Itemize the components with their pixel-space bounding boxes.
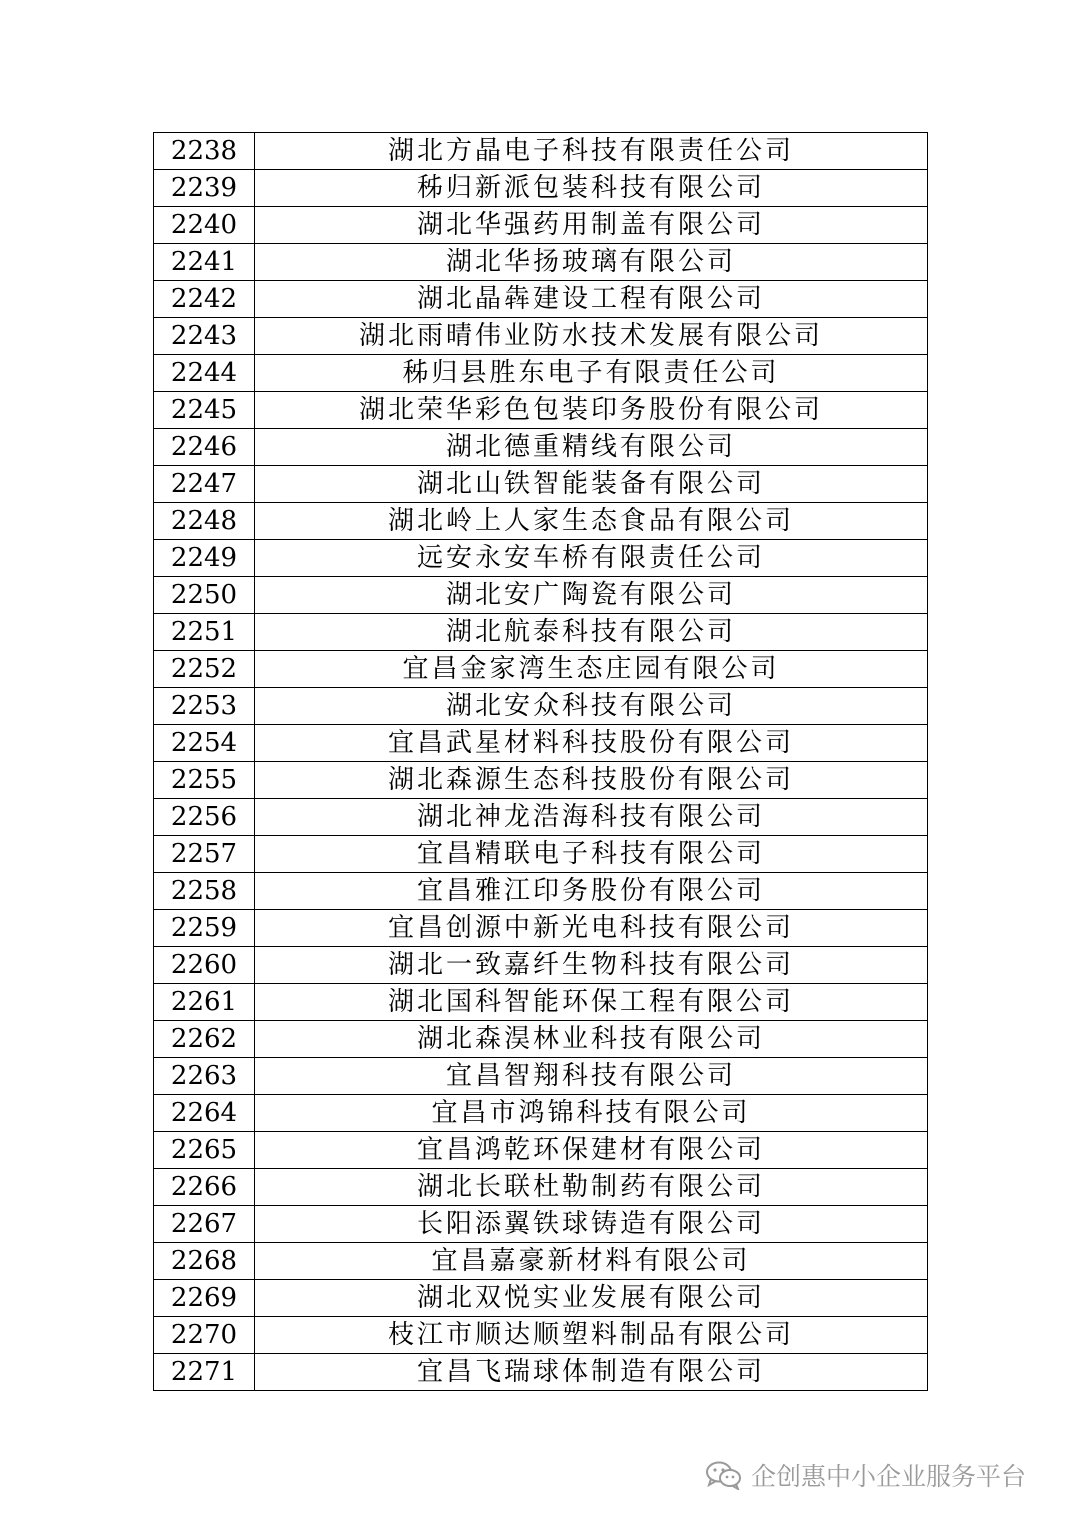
table-row xyxy=(154,1021,928,1058)
company-name: 湖北德重精线有限公司 xyxy=(255,429,928,466)
company-name: 湖北安众科技有限公司 xyxy=(255,688,928,725)
table-row xyxy=(154,133,928,170)
company-name: 远安永安车桥有限责任公司 xyxy=(255,540,928,577)
row-number: 2260 xyxy=(154,947,255,984)
company-name: 宜昌市鸿锦科技有限公司 xyxy=(255,1095,928,1132)
table-row xyxy=(154,1058,928,1095)
table-row xyxy=(154,318,928,355)
row-number: 2248 xyxy=(154,503,255,540)
company-name: 湖北神龙浩海科技有限公司 xyxy=(255,799,928,836)
company-name: 湖北华扬玻璃有限公司 xyxy=(255,244,928,281)
company-name: 宜昌武星材料科技股份有限公司 xyxy=(255,725,928,762)
table-row xyxy=(154,1169,928,1206)
row-number: 2257 xyxy=(154,836,255,873)
table-row xyxy=(154,540,928,577)
row-number: 2263 xyxy=(154,1058,255,1095)
row-number: 2246 xyxy=(154,429,255,466)
table-row xyxy=(154,762,928,799)
table-row xyxy=(154,1132,928,1169)
company-name: 湖北晶犇建设工程有限公司 xyxy=(255,281,928,318)
row-number: 2247 xyxy=(154,466,255,503)
row-number: 2255 xyxy=(154,762,255,799)
row-number: 2239 xyxy=(154,170,255,207)
row-number: 2250 xyxy=(154,577,255,614)
table-row xyxy=(154,207,928,244)
row-number: 2269 xyxy=(154,1280,255,1317)
table-row xyxy=(154,688,928,725)
company-name: 湖北长联杜勒制药有限公司 xyxy=(255,1169,928,1206)
row-number: 2267 xyxy=(154,1206,255,1243)
company-name: 湖北双悦实业发展有限公司 xyxy=(255,1280,928,1317)
company-name: 湖北山铁智能装备有限公司 xyxy=(255,466,928,503)
company-name: 湖北国科智能环保工程有限公司 xyxy=(255,984,928,1021)
company-name: 湖北森淏林业科技有限公司 xyxy=(255,1021,928,1058)
table-row xyxy=(154,355,928,392)
table-row xyxy=(154,1317,928,1354)
table-row xyxy=(154,873,928,910)
row-number: 2240 xyxy=(154,207,255,244)
company-name: 湖北华强药用制盖有限公司 xyxy=(255,207,928,244)
row-number: 2265 xyxy=(154,1132,255,1169)
table-row xyxy=(154,466,928,503)
table-row xyxy=(154,503,928,540)
company-name: 宜昌雅江印务股份有限公司 xyxy=(255,873,928,910)
row-number: 2244 xyxy=(154,355,255,392)
company-name: 宜昌嘉豪新材料有限公司 xyxy=(255,1243,928,1280)
row-number: 2254 xyxy=(154,725,255,762)
table-row xyxy=(154,725,928,762)
table-row xyxy=(154,984,928,1021)
company-rows xyxy=(154,133,928,1391)
row-number: 2271 xyxy=(154,1354,255,1391)
company-name: 湖北安广陶瓷有限公司 xyxy=(255,577,928,614)
row-number: 2262 xyxy=(154,1021,255,1058)
table-row xyxy=(154,392,928,429)
company-name: 宜昌金家湾生态庄园有限公司 xyxy=(255,651,928,688)
table-row xyxy=(154,1354,928,1391)
company-name: 湖北荣华彩色包装印务股份有限公司 xyxy=(255,392,928,429)
table-row xyxy=(154,947,928,984)
company-name: 湖北岭上人家生态食品有限公司 xyxy=(255,503,928,540)
row-number: 2238 xyxy=(154,133,255,170)
company-name: 宜昌飞瑞球体制造有限公司 xyxy=(255,1354,928,1391)
company-name: 秭归新派包装科技有限公司 xyxy=(255,170,928,207)
row-number: 2241 xyxy=(154,244,255,281)
table-row xyxy=(154,429,928,466)
table-row xyxy=(154,1095,928,1132)
row-number: 2268 xyxy=(154,1243,255,1280)
row-number: 2261 xyxy=(154,984,255,1021)
company-name: 湖北森源生态科技股份有限公司 xyxy=(255,762,928,799)
company-name: 宜昌创源中新光电科技有限公司 xyxy=(255,910,928,947)
wechat-watermark xyxy=(705,1455,1026,1495)
company-name: 湖北雨晴伟业防水技术发展有限公司 xyxy=(255,318,928,355)
row-number: 2243 xyxy=(154,318,255,355)
table-row xyxy=(154,1243,928,1280)
row-number: 2264 xyxy=(154,1095,255,1132)
row-number: 2253 xyxy=(154,688,255,725)
wechat-icon xyxy=(705,1460,743,1490)
row-number: 2242 xyxy=(154,281,255,318)
company-name: 湖北一致嘉纤生物科技有限公司 xyxy=(255,947,928,984)
watermark-text: 企创惠中小企业服务平台 xyxy=(751,1462,1027,1491)
table-row xyxy=(154,244,928,281)
table-row xyxy=(154,910,928,947)
company-name: 宜昌智翔科技有限公司 xyxy=(255,1058,928,1095)
table-row xyxy=(154,577,928,614)
company-name: 长阳添翼铁球铸造有限公司 xyxy=(255,1206,928,1243)
row-number: 2259 xyxy=(154,910,255,947)
company-name: 宜昌鸿乾环保建材有限公司 xyxy=(255,1132,928,1169)
company-name: 宜昌精联电子科技有限公司 xyxy=(255,836,928,873)
table-row xyxy=(154,281,928,318)
table-row xyxy=(154,799,928,836)
table-row xyxy=(154,170,928,207)
company-name: 枝江市顺达顺塑料制品有限公司 xyxy=(255,1317,928,1354)
company-name: 秭归县胜东电子有限责任公司 xyxy=(255,355,928,392)
table-row xyxy=(154,1280,928,1317)
company-name: 湖北航泰科技有限公司 xyxy=(255,614,928,651)
company-table xyxy=(153,132,928,1391)
row-number: 2245 xyxy=(154,392,255,429)
row-number: 2252 xyxy=(154,651,255,688)
row-number: 2270 xyxy=(154,1317,255,1354)
table-row xyxy=(154,836,928,873)
row-number: 2251 xyxy=(154,614,255,651)
table-row xyxy=(154,614,928,651)
row-number: 2249 xyxy=(154,540,255,577)
table-row xyxy=(154,1206,928,1243)
row-number: 2256 xyxy=(154,799,255,836)
row-number: 2258 xyxy=(154,873,255,910)
table-row xyxy=(154,651,928,688)
row-number: 2266 xyxy=(154,1169,255,1206)
company-name: 湖北方晶电子科技有限责任公司 xyxy=(255,133,928,170)
